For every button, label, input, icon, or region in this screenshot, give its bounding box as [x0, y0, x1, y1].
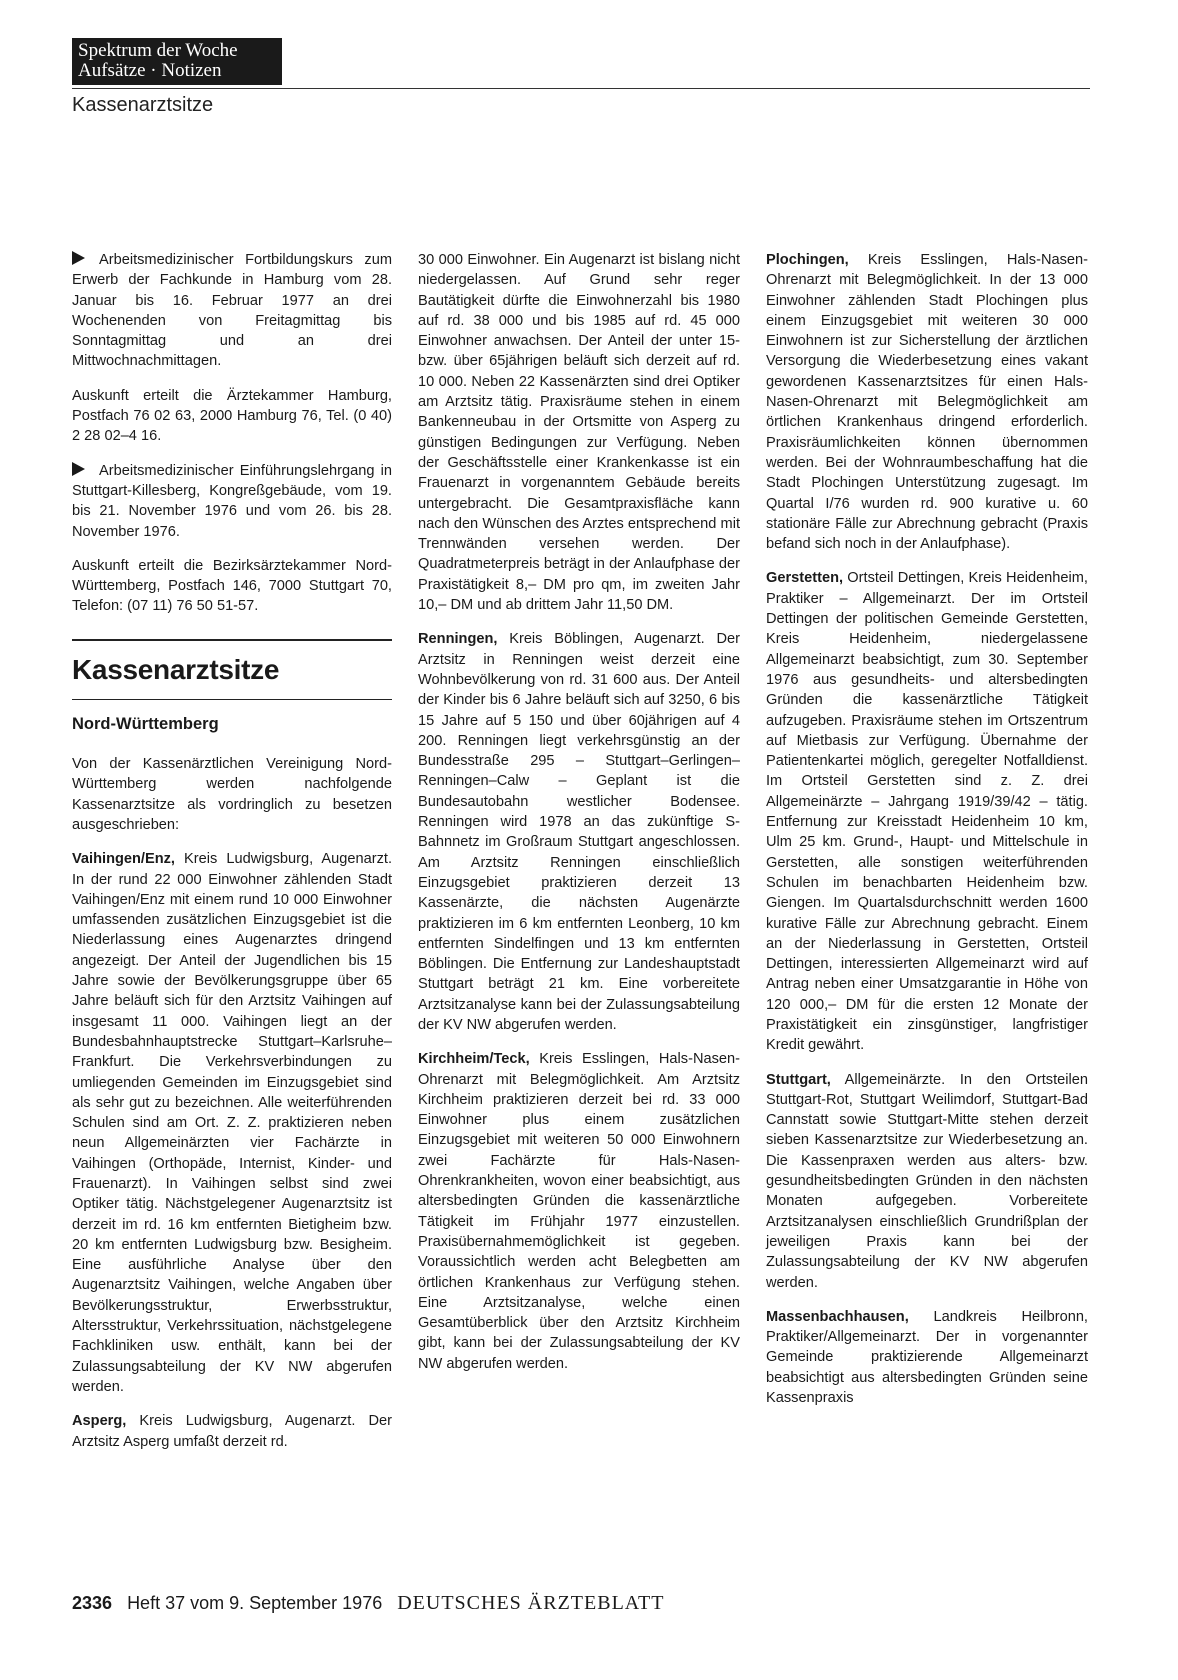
- page-footer: [72, 1592, 772, 1615]
- listing-vaihingen: Vaihingen/Enz, Kreis Ludwigsburg, Augenarzt. In der rund 22 000 Einwohner zählenden Stadt Vaihingen/Enz mit einem rund 10 000 Einwohner umfassenden zusätzlichen Einzugsgebiet ist die Niederlassung eines Augenarztes dringend angezeigt. Der Anteil der Jugendlichen bis 15 Jahre sowie der Bevölkerungsgruppe über 65 Jahre beläuft sich für den Arztsitz Vaihingen auf insgesamt 11 000. Vaihingen liegt an der Bundesbahnhauptstrecke Stuttgart–Karlsruhe–Frankfurt. Die Verkehrsverbindungen zu umliegenden Gemeinden im Einzugsgebiet sind als sehr gut zu bezeichnen. Alle weiterführenden Schulen sind am Ort. Z. Z. praktizieren neben neun Allgemeinärzten vier Fachärzte in Vaihingen (Orthopäde, Internist, Kinder- und Frauenarzt). In Vaihingen selbst sind zwei Optiker tätig. Nächstgelegener Augenarztsitz ist derzeit im rd. 16 km entfernten Bietigheim bzw. 20 km entfernten Ludwigsburg bzw. Besigheim. Eine ausführliche Analyse über den Augenarztsitz Vaihingen, welche Angaben über Bevölkerungsstruktur, Erwerbsstruktur, Altersstruktur, Verkehrssituation, nächstgelegene Fachkliniken usw. enthält, kann bei der Zulassungsabteilung der KV NW abgerufen werden.: [72, 851, 392, 1395]
- column-1: [72, 250, 392, 1466]
- listing-renningen: Renningen, Kreis Böblingen, Augenarzt. Der Arztsitz in Renningen weist derzeit eine Wohnbevölkerung von rd. 31 600 aus. Der Anteil der Kinder bis 6 Jahre beläuft sich auf 3250, 6 bis 15 Jahre auf 5 150 und über 60jährigen auf 4 200. Renningen liegt verkehrsgünstig an der Bundesstraße 295 – Stuttgart–Gerlingen–Renningen–Calw – Geplant ist die Bundesautobahn westlicher Bodensee. Renningen wird 1978 an das zukünftige S-Bahnnetz im Großraum Stuttgart angeschlossen. Am Arztsitz Renningen einschließlich Einzugsgebiet praktizieren derzeit 13 Kassenärzte, die nächsten Augenärzte praktizieren im 6 km entfernten Leonberg, 10 km entfernten Sindelfingen und 13 km entfernten Böblingen. Die Entfernung zur Landeshauptstadt Stuttgart beträgt 21 km. Eine vorbereitete Arztsitzanalyse kann bei der Zulassungsabteilung der KV NW abgerufen werden.: [418, 631, 740, 1033]
- notice-2: Arbeitsmedizinischer Einführungslehrgang in Stuttgart-Killesberg, Kongreßgebäude, vom 19. bis 21. November 1976 und vom 26. bis 28. November 1976.: [72, 462, 392, 540]
- journal-name: DEUTSCHES ÄRZTEBLATT: [397, 1592, 665, 1614]
- listing-gerstetten: Gerstetten, Ortsteil Dettingen, Kreis Heidenheim, Praktiker – Allgemeinarzt. Der im Ortsteil Dettingen der politischen Gemeinde Gerstetten, Kreis Heidenheim, niedergelassene Allgemeinarzt beabsichtigt, zum 30. September 1976 aus gesundheits- und altersbedingten Gründen die kassenärztliche Tätigkeit aufzugeben. Praxisräume stehen im Ortszentrum auf Mietbasis zur Verfügung. Übernahme der Patientenkartei möglich, geregelter Notfalldienst. Im Ortsteil Gerstetten sind z. Z. drei Allgemeinärzte – Jahrgang 1919/39/42 – tätig. Entfernung zur Kreisstadt Heidenheim 10 km, Ulm 25 km. Grund-, Haupt- und Mittelschule in Gerstetten, alle sonstigen weiterführenden Schulen im benachbarten Heidenheim bzw. Giengen. Im Quartalsdurchschnitt werden 1600 kurative Fälle zur Abrechnung gebracht. Einem an der Niederlassung in Gerstetten, Ortsteil Dettingen, interessierten Allgemeinarzt wird auf Antrag neben einer Umsatzgarantie in Höhe von 120 000,– DM für die ersten 12 Monate der Praxistätigkeit ein zinsgünstiger, langfristiger Kredit gewährt.: [766, 570, 1088, 1054]
- subtitle-rule: [72, 699, 392, 700]
- listing-plochingen: Plochingen, Kreis Esslingen, Hals-Nasen-Ohrenarzt mit Belegmöglichkeit. In der 13 000 Einwohner zählenden Stadt Plochingen plus einem Einzugsgebiet mit weiteren 30 000 Einwohnern ist zur Sicherstellung der ärztlichen Versorgung die Wiederbesetzung eines vakant gewordenen Kassenarztsitzes für einen Hals-Nasen-Ohrenarzt mit Belegmöglichkeit am örtlichen Krankenhaus dringend erforderlich. Praxisräumlichkeiten können übernommen werden. Bei der Wohnraumbeschaffung hat die Stadt Plochingen Unterstützung zugesagt. Im Quartal I/76 wurden rd. 900 kurative u. 60 stationäre Fälle zur Abrechnung gebracht (Praxis befand sich noch in der Anlaufphase).: [766, 252, 1088, 553]
- article-title: Kassenarztsitze: [72, 653, 280, 685]
- header-line-1: Spektrum der Woche: [78, 40, 238, 61]
- region-subhead: Nord-Württemberg: [72, 714, 219, 733]
- triangle-bullet-icon: [72, 251, 85, 265]
- column-2: [418, 250, 740, 1388]
- title-rule: [72, 639, 392, 641]
- listing-massenbachhausen: Massenbachhausen, Landkreis Heilbronn, Praktiker/Allgemeinarzt. Der in vorgenannter Gemeinde praktizierende Allgemeinarzt beabsichtigt aus altersbedingten Gründen seine Kassenpraxis: [766, 1308, 1088, 1407]
- listing-kirchheim: Kirchheim/Teck, Kreis Esslingen, Hals-Nasen-Ohrenarzt mit Belegmöglichkeit. Am Arztsitz Kirchheim praktizieren derzeit bei rd. 33 000 Einwohner plus einem zusätzlichen Einzugsgebiet mit weiteren 50 000 Einwohnern zwei Fachärzte für Hals-Nasen-Ohrenkrankheiten, wovon einer beabsichtigt, aus altersbedingten Gründen die kassenärztliche Tätigkeit im Frühjahr 1977 einzustellen. Praxisübernahmemöglichkeit ist gegeben. Voraussichtlich werden acht Belegbetten am örtlichen Krankenhaus zur Verfügung stehen. Eine Arztsitzanalyse, welche einen Gesamtüberblick über den Arztsitz Kirchheim gibt, kann bei der Zulassungsabteilung der KV NW abgerufen werden.: [418, 1051, 740, 1372]
- issue-info: Heft 37 vom 9. September 1976: [127, 1593, 383, 1613]
- section-header-box: [72, 38, 282, 85]
- page-number: 2336: [72, 1593, 113, 1613]
- listing-asperg: Asperg, Kreis Ludwigsburg, Augenarzt. Der Arztsitz Asperg umfaßt derzeit rd.: [72, 1413, 392, 1450]
- info-2: Auskunft erteilt die Bezirksärztekammer Nord-Württemberg, Postfach 146, 7000 Stuttgart 70, Telefon: (07 11) 76 50 51-57.: [72, 557, 392, 615]
- section-label: Kassenarztsitze: [72, 94, 214, 116]
- notice-1: Arbeitsmedizinischer Fortbildungskurs zum Erwerb der Fachkunde in Hamburg vom 28. Januar bis 16. Februar 1977 an drei Wochenenden von Freitagmittag bis Sonntagmittag und an drei Mittwochnachmittagen.: [72, 252, 392, 370]
- intro-paragraph: Von der Kassenärztlichen Vereinigung Nord-Württemberg werden nachfolgende Kassenarztsitze als vordringlich zu besetzen ausgeschrieben:: [72, 756, 392, 833]
- triangle-bullet-icon: [72, 462, 85, 476]
- listing-stuttgart: Stuttgart, Allgemeinärzte. In den Ortsteilen Stuttgart-Rot, Stuttgart Weilimdorf, Stuttgart-Bad Cannstatt sowie Stuttgart-Mitte stehen derzeit sieben Kassenarztsitze zur Wiederbesetzung an. Die Kassenpraxen werden aus alters- bzw. gesundheitsbedingten Gründen in den nächsten Monaten aufgegeben. Vorbereitete Arztsitzanalysen einschließlich Grundrißplan der jeweiligen Praxis kann bei der Zulassungsabteilung der KV NW abgerufen werden.: [766, 1071, 1088, 1291]
- column-3: [766, 250, 1088, 1422]
- listing-asperg-continued: 30 000 Einwohner. Ein Augenarzt ist bislang nicht niedergelassen. Auf Grund sehr reger Bautätigkeit dürfte die Einwohnerzahl bis 1980 auf rd. 38 000 und bis 1985 auf rd. 45 000 Einwohner anwachsen. Der Anteil der unter 15- bzw. über 65jährigen beläuft sich derzeit auf rd. 10 000. Neben 22 Kassenärzten sind drei Optiker am Arztsitz tätig. Praxisräume stehen in einem Bankenneubau in der Ortsmitte von Asperg zu günstigen Bedingungen zur Verfügung. Neben der Geschäftsstelle einer Krankenkasse ist ein Frauenarzt in vorgenanntem Gebäude bereits untergebracht. Die Gesamtpraxisfläche kann nach den Wünschen des Arztes entsprechend mit Trennwänden versehen werden. Der Quadratmeterpreis beträgt in der Anlaufphase der Praxistätigkeit 8,– DM pro qm, im zweiten Jahr 10,– DM und ab drittem Jahr 11,50 DM.: [418, 252, 740, 614]
- info-1: Auskunft erteilt die Ärztekammer Hamburg, Postfach 76 02 63, 2000 Hamburg 76, Tel. (0 40) 2 28 02–4 16.: [72, 387, 392, 445]
- top-rule: [72, 88, 1090, 89]
- header-line-2: Aufsätze · Notizen: [78, 60, 222, 81]
